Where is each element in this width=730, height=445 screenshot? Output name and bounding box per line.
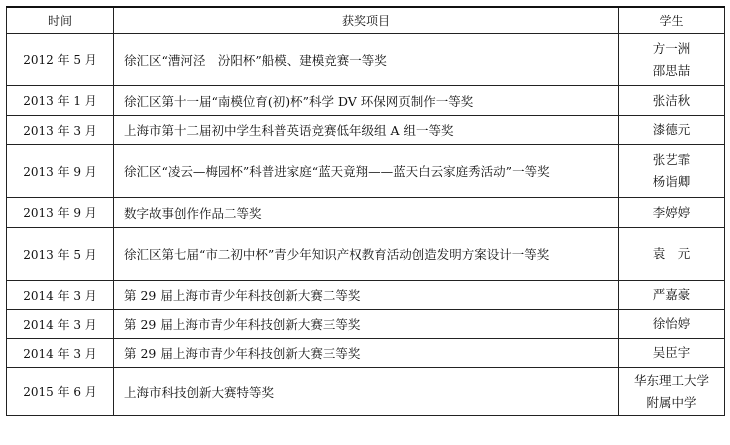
table-row [7,228,725,281]
student-name: 袁 元 [652,246,691,261]
table-row [7,281,725,310]
table-header-row [7,7,725,34]
student-name: 杨诣卿 [652,174,691,189]
student-name: 方一洲 [652,40,691,56]
cell-date: 2013 年 5 月 [7,228,114,281]
cell-date: 2012 年 5 月 [7,34,114,86]
cell-student [619,145,725,198]
table-row [7,198,725,228]
student-name: 严嘉豪 [652,287,691,302]
cell-date: 2013 年 3 月 [7,116,114,145]
cell-date: 2014 年 3 月 [7,310,114,339]
table-row [7,34,725,86]
student-name: 漆德元 [652,122,691,137]
table-row [7,116,725,145]
cell-date: 2015 年 6 月 [7,368,114,416]
cell-award: 上海市科技创新大赛特等奖 [114,368,619,416]
cell-award: 徐汇区第十一届“南模位育(初)杯”科学 DV 环保网页制作一等奖 [114,86,619,116]
cell-award: 第 29 届上海市青少年科技创新大赛三等奖 [114,339,619,368]
table-row [7,368,725,416]
awards-table-body [7,34,725,416]
table-row [7,310,725,339]
student-name: 张艺霏 [652,152,691,167]
cell-student [619,86,725,116]
cell-award: 第 29 届上海市青少年科技创新大赛二等奖 [114,281,619,310]
student-name: 附属中学 [646,394,697,410]
student-name: 邵思喆 [652,62,691,78]
student-name: 张洁秋 [652,92,691,108]
cell-student [619,228,725,281]
cell-student [619,198,725,228]
cell-date: 2013 年 9 月 [7,198,114,228]
cell-award: 徐汇区“漕河泾 汾阳杯”船模、建模竞赛一等奖 [114,34,619,86]
cell-student [619,281,725,310]
header-date: 时间 [7,7,114,34]
cell-student [619,310,725,339]
student-name: 吴臣宇 [652,345,691,360]
student-name: 徐怡婷 [652,316,691,331]
header-student: 学生 [619,7,725,34]
awards-table [6,6,725,416]
cell-award: 上海市第十二届初中学生科普英语竞赛低年级组 A 组一等奖 [114,116,619,145]
cell-award: 数字故事创作作品二等奖 [114,198,619,228]
awards-table-container [6,6,724,416]
cell-student [619,368,725,416]
cell-date: 2014 年 3 月 [7,339,114,368]
cell-student [619,34,725,86]
cell-award: 徐汇区第七届“市二初中杯”青少年知识产权教育活动创造发明方案设计一等奖 [114,228,619,281]
student-name: 李婷婷 [652,204,691,220]
cell-award: 徐汇区“凌云—梅园杯”科普进家庭“蓝天竟翔——蓝天白云家庭秀活动”一等奖 [114,145,619,198]
cell-student [619,116,725,145]
cell-date: 2013 年 9 月 [7,145,114,198]
cell-date: 2013 年 1 月 [7,86,114,116]
header-award: 获奖项目 [114,7,619,34]
cell-date: 2014 年 3 月 [7,281,114,310]
student-name: 华东理工大学 [633,372,709,388]
table-row [7,86,725,116]
cell-student [619,339,725,368]
table-row [7,339,725,368]
table-row [7,145,725,198]
cell-award: 第 29 届上海市青少年科技创新大赛三等奖 [114,310,619,339]
